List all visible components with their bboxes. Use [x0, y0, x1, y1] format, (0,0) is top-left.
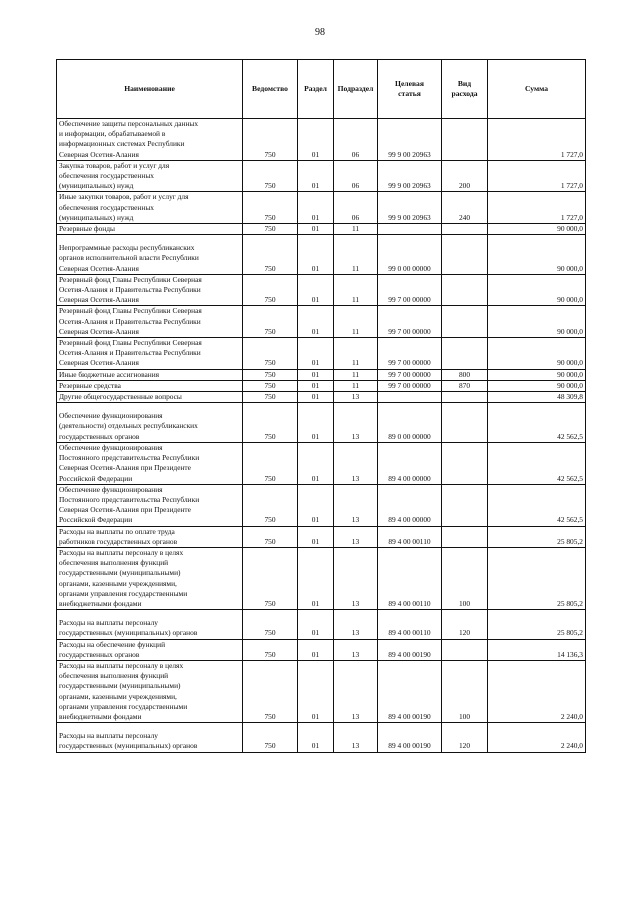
cell-target: 89 4 00 00190 — [378, 660, 442, 722]
budget-table — [56, 59, 586, 753]
table-row — [57, 660, 586, 722]
cell-amount: 90 000,0 — [488, 274, 586, 306]
cell-name: Резервный фонд Главы Республики Северная Осетия-Алания и Правительства Республики Северная Осетия-Алания — [57, 338, 243, 370]
cell-dept: 750 — [243, 547, 298, 609]
page-number: 98 — [315, 27, 325, 38]
table-body — [57, 119, 586, 753]
header-expense-type: Вид расхода — [442, 60, 488, 119]
cell-name: Иные бюджетные ассигнования — [57, 369, 243, 380]
cell-name: Расходы на выплаты персоналу государственных (муниципальных) органов — [57, 723, 243, 752]
cell-name: Расходы на выплаты по оплате труда работников государственных органов — [57, 526, 243, 547]
cell-subsection: 11 — [334, 306, 378, 338]
cell-dept: 750 — [243, 160, 298, 192]
table-row — [57, 160, 586, 192]
cell-amount: 25 805,2 — [488, 547, 586, 609]
cell-subsection: 13 — [334, 547, 378, 609]
cell-expense-type — [442, 306, 488, 338]
cell-target: 89 4 00 00190 — [378, 723, 442, 752]
cell-dept: 750 — [243, 369, 298, 380]
header-section: Раздел — [298, 60, 334, 119]
cell-target: 89 4 00 00110 — [378, 526, 442, 547]
cell-section: 01 — [298, 380, 334, 391]
cell-dept: 750 — [243, 306, 298, 338]
cell-dept: 750 — [243, 380, 298, 391]
cell-expense-type — [442, 639, 488, 660]
cell-target: 99 9 00 20963 — [378, 119, 442, 161]
cell-amount: 42 562,5 — [488, 484, 586, 526]
cell-amount: 2 240,0 — [488, 723, 586, 752]
table-row — [57, 484, 586, 526]
table-row — [57, 224, 586, 235]
cell-amount: 1 727,0 — [488, 160, 586, 192]
cell-subsection: 13 — [334, 723, 378, 752]
cell-expense-type — [442, 235, 488, 275]
cell-subsection: 13 — [334, 639, 378, 660]
table-row — [57, 235, 586, 275]
cell-dept: 750 — [243, 660, 298, 722]
cell-dept: 750 — [243, 610, 298, 639]
table-row — [57, 306, 586, 338]
cell-expense-type — [442, 392, 488, 403]
header-dept: Ведомство — [243, 60, 298, 119]
cell-section: 01 — [298, 547, 334, 609]
cell-expense-type: 120 — [442, 723, 488, 752]
cell-name: Расходы на выплаты персоналу в целях обеспечения выполнения функций государственными (муниципальными) органами, казенными учреждениями, органами управления государственными внебюджетными фондами — [57, 660, 243, 722]
cell-target: 99 7 00 00000 — [378, 369, 442, 380]
cell-name: Обеспечение функционирования (деятельности) отдельных республиканских государственных органов — [57, 403, 243, 443]
table-row — [57, 610, 586, 639]
cell-target: 89 4 00 00000 — [378, 442, 442, 484]
cell-target: 99 9 00 20963 — [378, 192, 442, 224]
cell-subsection: 13 — [334, 392, 378, 403]
header-subsection: Подраздел — [334, 60, 378, 119]
cell-dept: 750 — [243, 484, 298, 526]
cell-section: 01 — [298, 723, 334, 752]
table-row — [57, 369, 586, 380]
cell-expense-type: 870 — [442, 380, 488, 391]
cell-target: 89 4 00 00190 — [378, 639, 442, 660]
table-row — [57, 547, 586, 609]
cell-amount: 1 727,0 — [488, 119, 586, 161]
cell-expense-type: 100 — [442, 547, 488, 609]
cell-section: 01 — [298, 610, 334, 639]
cell-expense-type — [442, 484, 488, 526]
cell-section: 01 — [298, 442, 334, 484]
cell-amount: 90 000,0 — [488, 369, 586, 380]
cell-dept: 750 — [243, 723, 298, 752]
cell-dept: 750 — [243, 392, 298, 403]
cell-section: 01 — [298, 235, 334, 275]
cell-name: Закупка товаров, работ и услуг для обеспечения государственных (муниципальных) нужд — [57, 160, 243, 192]
cell-dept: 750 — [243, 192, 298, 224]
cell-target — [378, 224, 442, 235]
cell-name: Резервный фонд Главы Республики Северная Осетия-Алания и Правительства Республики Северная Осетия-Алания — [57, 306, 243, 338]
cell-section: 01 — [298, 639, 334, 660]
cell-section: 01 — [298, 392, 334, 403]
cell-name: Резервные фонды — [57, 224, 243, 235]
cell-section: 01 — [298, 484, 334, 526]
cell-target: 99 7 00 00000 — [378, 306, 442, 338]
cell-amount: 25 805,2 — [488, 610, 586, 639]
table-row — [57, 723, 586, 752]
cell-section: 01 — [298, 338, 334, 370]
cell-target: 99 9 00 20963 — [378, 160, 442, 192]
cell-subsection: 13 — [334, 526, 378, 547]
cell-section: 01 — [298, 119, 334, 161]
cell-dept: 750 — [243, 274, 298, 306]
cell-dept: 750 — [243, 119, 298, 161]
cell-name: Обеспечение защиты персональных данных и информации, обрабатываемой в информационных системах Республики Северная Осетия-Алания — [57, 119, 243, 161]
cell-subsection: 13 — [334, 403, 378, 443]
cell-amount: 90 000,0 — [488, 235, 586, 275]
cell-section: 01 — [298, 274, 334, 306]
cell-dept: 750 — [243, 639, 298, 660]
cell-amount: 90 000,0 — [488, 306, 586, 338]
cell-subsection: 06 — [334, 119, 378, 161]
cell-name: Обеспечение функционирования Постоянного представительства Республики Северная Осетия-Алания при Президенте Российской Федерации — [57, 484, 243, 526]
cell-expense-type — [442, 119, 488, 161]
cell-expense-type — [442, 403, 488, 443]
cell-amount: 25 805,2 — [488, 526, 586, 547]
cell-subsection: 06 — [334, 160, 378, 192]
cell-amount: 48 309,8 — [488, 392, 586, 403]
cell-expense-type — [442, 442, 488, 484]
cell-target: 99 0 00 00000 — [378, 235, 442, 275]
cell-target: 89 4 00 00000 — [378, 484, 442, 526]
cell-name: Непрограммные расходы республиканских органов исполнительной власти Республики Северная Осетия-Алания — [57, 235, 243, 275]
cell-subsection: 13 — [334, 660, 378, 722]
cell-target: 99 7 00 00000 — [378, 380, 442, 391]
table-row — [57, 119, 586, 161]
cell-section: 01 — [298, 160, 334, 192]
cell-expense-type: 100 — [442, 660, 488, 722]
table-row — [57, 403, 586, 443]
table-row — [57, 380, 586, 391]
cell-expense-type — [442, 224, 488, 235]
header-target: Целевая статья — [378, 60, 442, 119]
cell-expense-type: 800 — [442, 369, 488, 380]
header-amount: Сумма — [488, 60, 586, 119]
table-row — [57, 639, 586, 660]
cell-name: Резервные средства — [57, 380, 243, 391]
cell-subsection: 13 — [334, 610, 378, 639]
cell-name: Расходы на выплаты персоналу в целях обеспечения выполнения функций государственными (муниципальными) органами, казенными учреждениями, органами управления государственными внебюджетными фондами — [57, 547, 243, 609]
cell-amount: 42 562,5 — [488, 403, 586, 443]
cell-dept: 750 — [243, 235, 298, 275]
cell-dept: 750 — [243, 526, 298, 547]
cell-expense-type — [442, 338, 488, 370]
cell-subsection: 11 — [334, 274, 378, 306]
cell-expense-type: 120 — [442, 610, 488, 639]
cell-name: Резервный фонд Главы Республики Северная Осетия-Алания и Правительства Республики Северная Осетия-Алания — [57, 274, 243, 306]
cell-target: 89 4 00 00110 — [378, 547, 442, 609]
cell-amount: 90 000,0 — [488, 224, 586, 235]
cell-dept: 750 — [243, 338, 298, 370]
cell-target: 99 7 00 00000 — [378, 274, 442, 306]
cell-amount: 42 562,5 — [488, 442, 586, 484]
cell-subsection: 11 — [334, 338, 378, 370]
table-row — [57, 392, 586, 403]
cell-dept: 750 — [243, 403, 298, 443]
cell-target — [378, 392, 442, 403]
header-name: Наименование — [57, 60, 243, 119]
cell-target: 99 7 00 00000 — [378, 338, 442, 370]
cell-section: 01 — [298, 306, 334, 338]
table-row — [57, 442, 586, 484]
table-row — [57, 192, 586, 224]
cell-name: Обеспечение функционирования Постоянного представительства Республики Северная Осетия-Алания при Президенте Российской Федерации — [57, 442, 243, 484]
table-row — [57, 274, 586, 306]
cell-amount: 1 727,0 — [488, 192, 586, 224]
cell-expense-type — [442, 526, 488, 547]
cell-subsection: 11 — [334, 369, 378, 380]
cell-expense-type: 200 — [442, 160, 488, 192]
cell-section: 01 — [298, 369, 334, 380]
cell-target: 89 0 00 00000 — [378, 403, 442, 443]
cell-dept: 750 — [243, 224, 298, 235]
cell-subsection: 13 — [334, 442, 378, 484]
cell-subsection: 11 — [334, 224, 378, 235]
cell-section: 01 — [298, 224, 334, 235]
cell-name: Расходы на выплаты персоналу государственных (муниципальных) органов — [57, 610, 243, 639]
cell-amount: 90 000,0 — [488, 380, 586, 391]
cell-dept: 750 — [243, 442, 298, 484]
cell-section: 01 — [298, 403, 334, 443]
cell-amount: 2 240,0 — [488, 660, 586, 722]
table-header-row — [57, 60, 586, 119]
cell-subsection: 06 — [334, 192, 378, 224]
cell-name: Расходы на обеспечение функций государственных органов — [57, 639, 243, 660]
cell-expense-type: 240 — [442, 192, 488, 224]
cell-amount: 14 136,3 — [488, 639, 586, 660]
cell-amount: 90 000,0 — [488, 338, 586, 370]
cell-expense-type — [442, 274, 488, 306]
cell-section: 01 — [298, 660, 334, 722]
cell-subsection: 11 — [334, 235, 378, 275]
table-row — [57, 338, 586, 370]
cell-section: 01 — [298, 192, 334, 224]
cell-subsection: 11 — [334, 380, 378, 391]
cell-subsection: 13 — [334, 484, 378, 526]
cell-target: 89 4 00 00110 — [378, 610, 442, 639]
table-row — [57, 526, 586, 547]
cell-name: Другие общегосударственные вопросы — [57, 392, 243, 403]
cell-name: Иные закупки товаров, работ и услуг для обеспечения государственных (муниципальных) нужд — [57, 192, 243, 224]
cell-section: 01 — [298, 526, 334, 547]
